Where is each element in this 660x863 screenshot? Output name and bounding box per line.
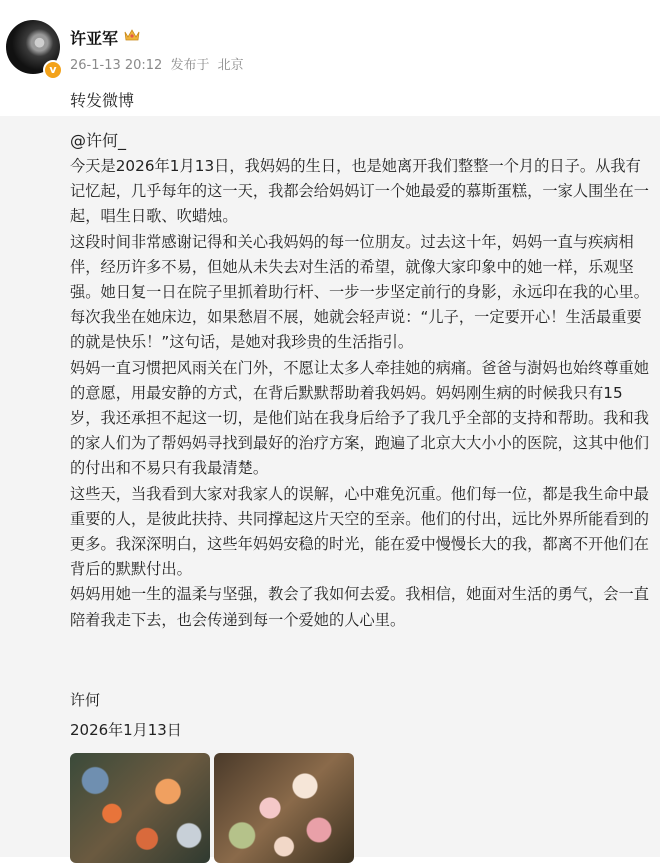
signature-date: 2026年1月13日 (70, 721, 182, 739)
photo-thumbnail[interactable] (214, 753, 354, 863)
paragraph: 妈妈一直习惯把风雨关在门外，不愿让太多人牵挂她的病痛。爸爸与澍妈也始终尊重她的意愿，用最安静的方式，在背后默默帮助着我妈妈。妈妈刚生病的时候我只有15岁，我还承担不起这一切，是他们站在我身后给予了我几乎全部的支持和帮助。我和我的家人们为了帮妈妈寻找到最好的治疗方案，跑遍了北京大大小小的医院，这其中他们的付出和不易只有我最清楚。 (70, 358, 650, 478)
reposted-card[interactable] (0, 116, 660, 857)
post-date: 26-1-13 20:12 (70, 58, 163, 73)
signature-name: 许何 (70, 691, 101, 709)
author-name[interactable]: 许亚军 (70, 29, 119, 48)
paragraph: 这段时间非常感谢记得和关心我妈妈的每一位朋友。过去这十年，妈妈一直与疾病相伴，经历许多不易，但她从未失去对生活的希望，就像大家印象中的她一样，乐观坚强。她日复一日在院子里抓着助行杆、一步一步坚定前行的身影，永远印在我的心里。每次我坐在她床边，如果愁眉不展，她就会轻声说：“儿子，一定要开心！生活最重要的就是快乐！”这句话，是她对我珍贵的生活指引。 (70, 232, 650, 352)
crown-icon (124, 28, 140, 42)
post-location: 北京 (217, 58, 244, 73)
repost-text: 转发微博 (70, 91, 135, 110)
post-header (0, 0, 660, 110)
photo-thumbnail[interactable] (70, 753, 210, 863)
post-via: 发布于 (170, 58, 210, 73)
original-author[interactable]: @许何_ (70, 131, 127, 150)
paragraph: 今天是2026年1月13日，我妈妈的生日，也是她离开我们整整一个月的日子。从我有记忆起，几乎每年的这一天，我都会给妈妈订一个她最爱的慕斯蛋糕，一家人围坐在一起，唱生日歌、吹蜡烛。 (70, 157, 650, 226)
post-meta (70, 54, 248, 73)
verified-badge-icon: v (43, 60, 63, 80)
paragraph: 这些天，当我看到大家对我家人的误解，心中难免沉重。他们每一位，都是我生命中最重要的人，是彼此扶持、共同撑起这片天空的至亲。他们的付出，远比外界所能看到的更多。我深深明白，这些年妈妈安稳的时光，能在爱中慢慢长大的我，都离不开他们在背后的默默付出。 (70, 484, 650, 579)
paragraph: 妈妈用她一生的温柔与坚强，教会了我如何去爱。我相信，她面对生活的勇气，会一直陪着我走下去，也会传递到每一个爱她的人心里。 (70, 585, 650, 629)
post-body (70, 154, 650, 633)
